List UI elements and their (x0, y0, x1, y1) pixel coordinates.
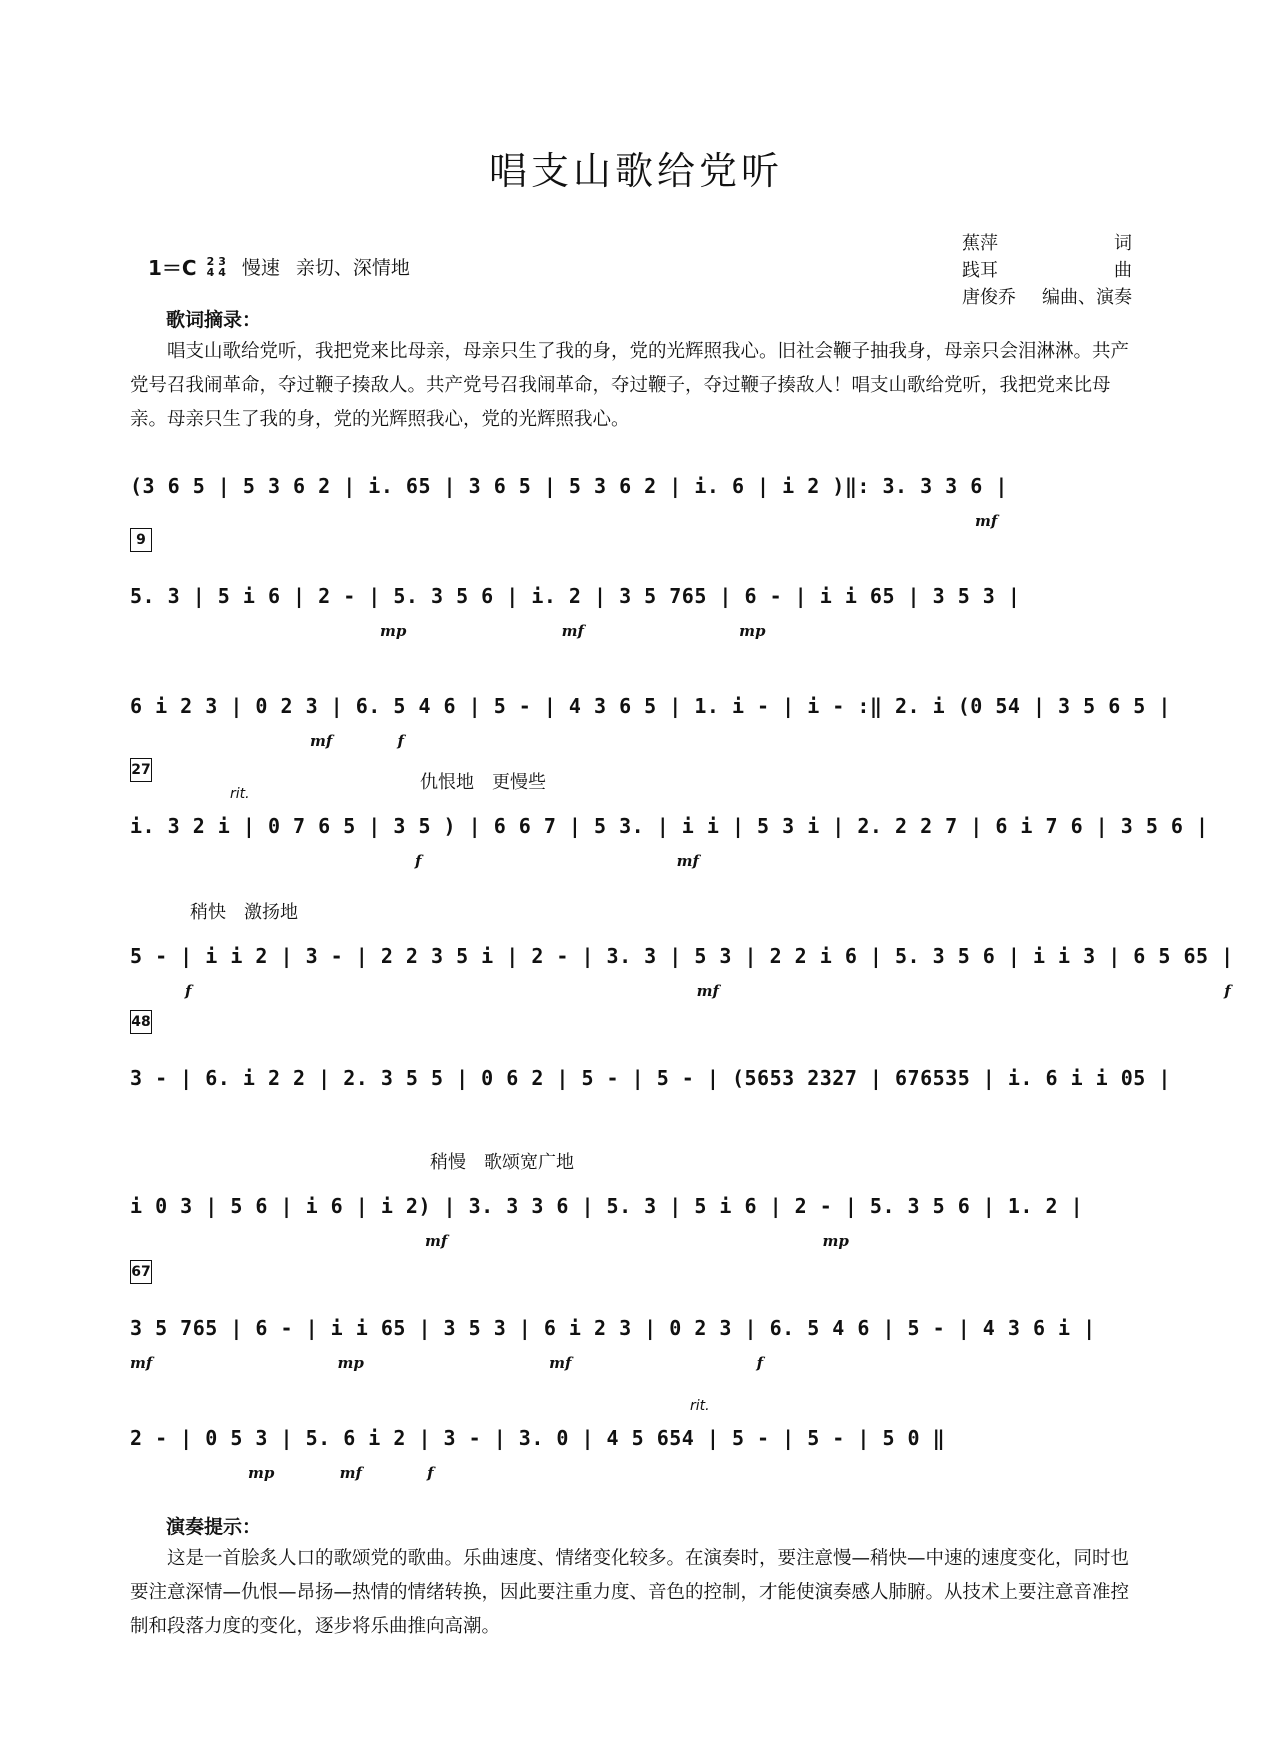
credit-arranger: 唐俊乔 编曲、演奏 (962, 287, 1132, 308)
mood-marking: 亲切、深情地 (295, 257, 410, 279)
staff-notes: 5 - | i i 2 | 3 - | 2 2 3 5 i | 2 - | 3. 3 | 5 3 | 2 2 i 6 | 5. 3 5 6 | i i 3 | 6 5 65 | (130, 944, 1234, 968)
staff-notes: (3 6 5 | 5 3 6 2 | i. 65 | 3 6 5 | 5 3 6 2 | i. 6 | i 2 )‖: 3. 3 3 6 | (130, 474, 1008, 498)
credit-composer: 践耳 曲 (962, 260, 1132, 281)
staff-notes: 6 i 2 3 | 0 2 3 | 6. 5 4 6 | 5 - | 4 3 6 5 | 1. i - | i - :‖ 2. i (0 54 | 3 5 6 5 | (130, 694, 1171, 718)
staff-2 (130, 532, 1140, 658)
time-signature-1: 2 4 (206, 254, 215, 279)
staff-notes: 2 - | 0 5 3 | 5. 6 i 2 | 3 - | 3. 0 | 4 5 654 | 5 - | 5 - | 5 0 ‖ (130, 1426, 946, 1450)
staff-1 (130, 468, 1140, 548)
staff-dynamics: mf mp (425, 1232, 849, 1250)
staff-dynamics: f mf f (185, 982, 1231, 1000)
performance-hints-heading: 演奏提示： (166, 1516, 262, 1538)
staff-notes: 5. 3 | 5 i 6 | 2 - | 5. 3 5 6 | i. 2 | 3 5 765 | 6 - | i i 65 | 3 5 3 | (130, 584, 1021, 608)
credits (962, 230, 1132, 311)
staff-9 (130, 1398, 1140, 1500)
staff-5 (130, 902, 1234, 1018)
staff-4 (130, 762, 1209, 888)
key-signature: 1＝C (148, 256, 197, 280)
page-title: 唱支山歌给党听 (488, 149, 783, 193)
tempo-mark: rit. (230, 786, 250, 802)
key-signature-line (148, 252, 410, 281)
staff-6 (130, 1014, 1171, 1140)
lyrics-heading: 歌词摘录： (166, 309, 262, 331)
staff-dynamics: mp mf mp (380, 622, 766, 640)
tempo-mark: rit. (690, 1398, 710, 1414)
staff-dynamics: mf (975, 512, 998, 530)
lyrics-text: 唱支山歌给党听，我把党来比母亲，母亲只生了我的身，党的光辉照我心。旧社会鞭子抽我身，母亲只会泪淋淋。共产党号召我闹革命，夺过鞭子揍敌人。共产党号召我闹革命，夺过鞭子，夺过鞭子揍敌人！唱支山歌给党听，我把党来比母亲。母亲只生了我的身，党的光辉照我心，党的光辉照我心。 (130, 341, 1130, 430)
expression-text: 稍慢 歌颂宽广地 (430, 1152, 574, 1173)
measure-number: 48 (130, 1010, 152, 1034)
staff-notes: i. 3 2 i | 0 7 6 5 | 3 5 ) | 6 6 7 | 5 3. | i i | 5 3 i | 2. 2 2 7 | 6 i 7 6 | 3 5 6 | (130, 814, 1209, 838)
expression-text: 仇恨地 更慢些 (420, 772, 546, 793)
expression-text: 稍快 激扬地 (190, 902, 298, 923)
performance-hints-text: 这是一首脍炙人口的歌颂党的歌曲。乐曲速度、情绪变化较多。在演奏时，要注意慢—稍快—中速的速度变化，同时也要注意深情—仇恨—昂扬—热情的情绪转换，因此要注重力度、音色的控制，才能使演奏感人肺腑。从技术上要注意音准控制和段落力度的变化，逐步将乐曲推向高潮。 (130, 1548, 1130, 1637)
staff-notes: 3 - | 6. i 2 2 | 2. 3 5 5 | 0 6 2 | 5 - | 5 - | (5653 2327 | 676535 | i. 6 i i 05 | (130, 1066, 1171, 1090)
measure-number: 67 (130, 1260, 152, 1284)
staff-dynamics: mf f (310, 732, 404, 750)
staff-7 (130, 1152, 1140, 1268)
measure-number: 27 (130, 758, 152, 782)
staff-8 (130, 1264, 1140, 1390)
tempo-marking: 慢速 (241, 257, 280, 279)
time-signatures (207, 256, 226, 278)
credit-lyricist: 蕉萍 词 (962, 233, 1132, 254)
staff-notes: i 0 3 | 5 6 | i 6 | i 2) | 3. 3 3 6 | 5. 3 | 5 i 6 | 2 - | 5. 3 5 6 | 1. 2 | (130, 1194, 1084, 1218)
time-signature-2: 3 4 (218, 254, 226, 279)
staff-dynamics: mf mp mf f (130, 1354, 764, 1372)
staff-notes: 3 5 765 | 6 - | i i 65 | 3 5 3 | 6 i 2 3 | 0 2 3 | 6. 5 4 6 | 5 - | 4 3 6 i | (130, 1316, 1096, 1340)
staff-dynamics: f mf (415, 852, 699, 870)
staff-3 (130, 688, 1171, 768)
measure-number: 9 (130, 528, 152, 552)
staff-dynamics: mp mf f (248, 1464, 434, 1482)
